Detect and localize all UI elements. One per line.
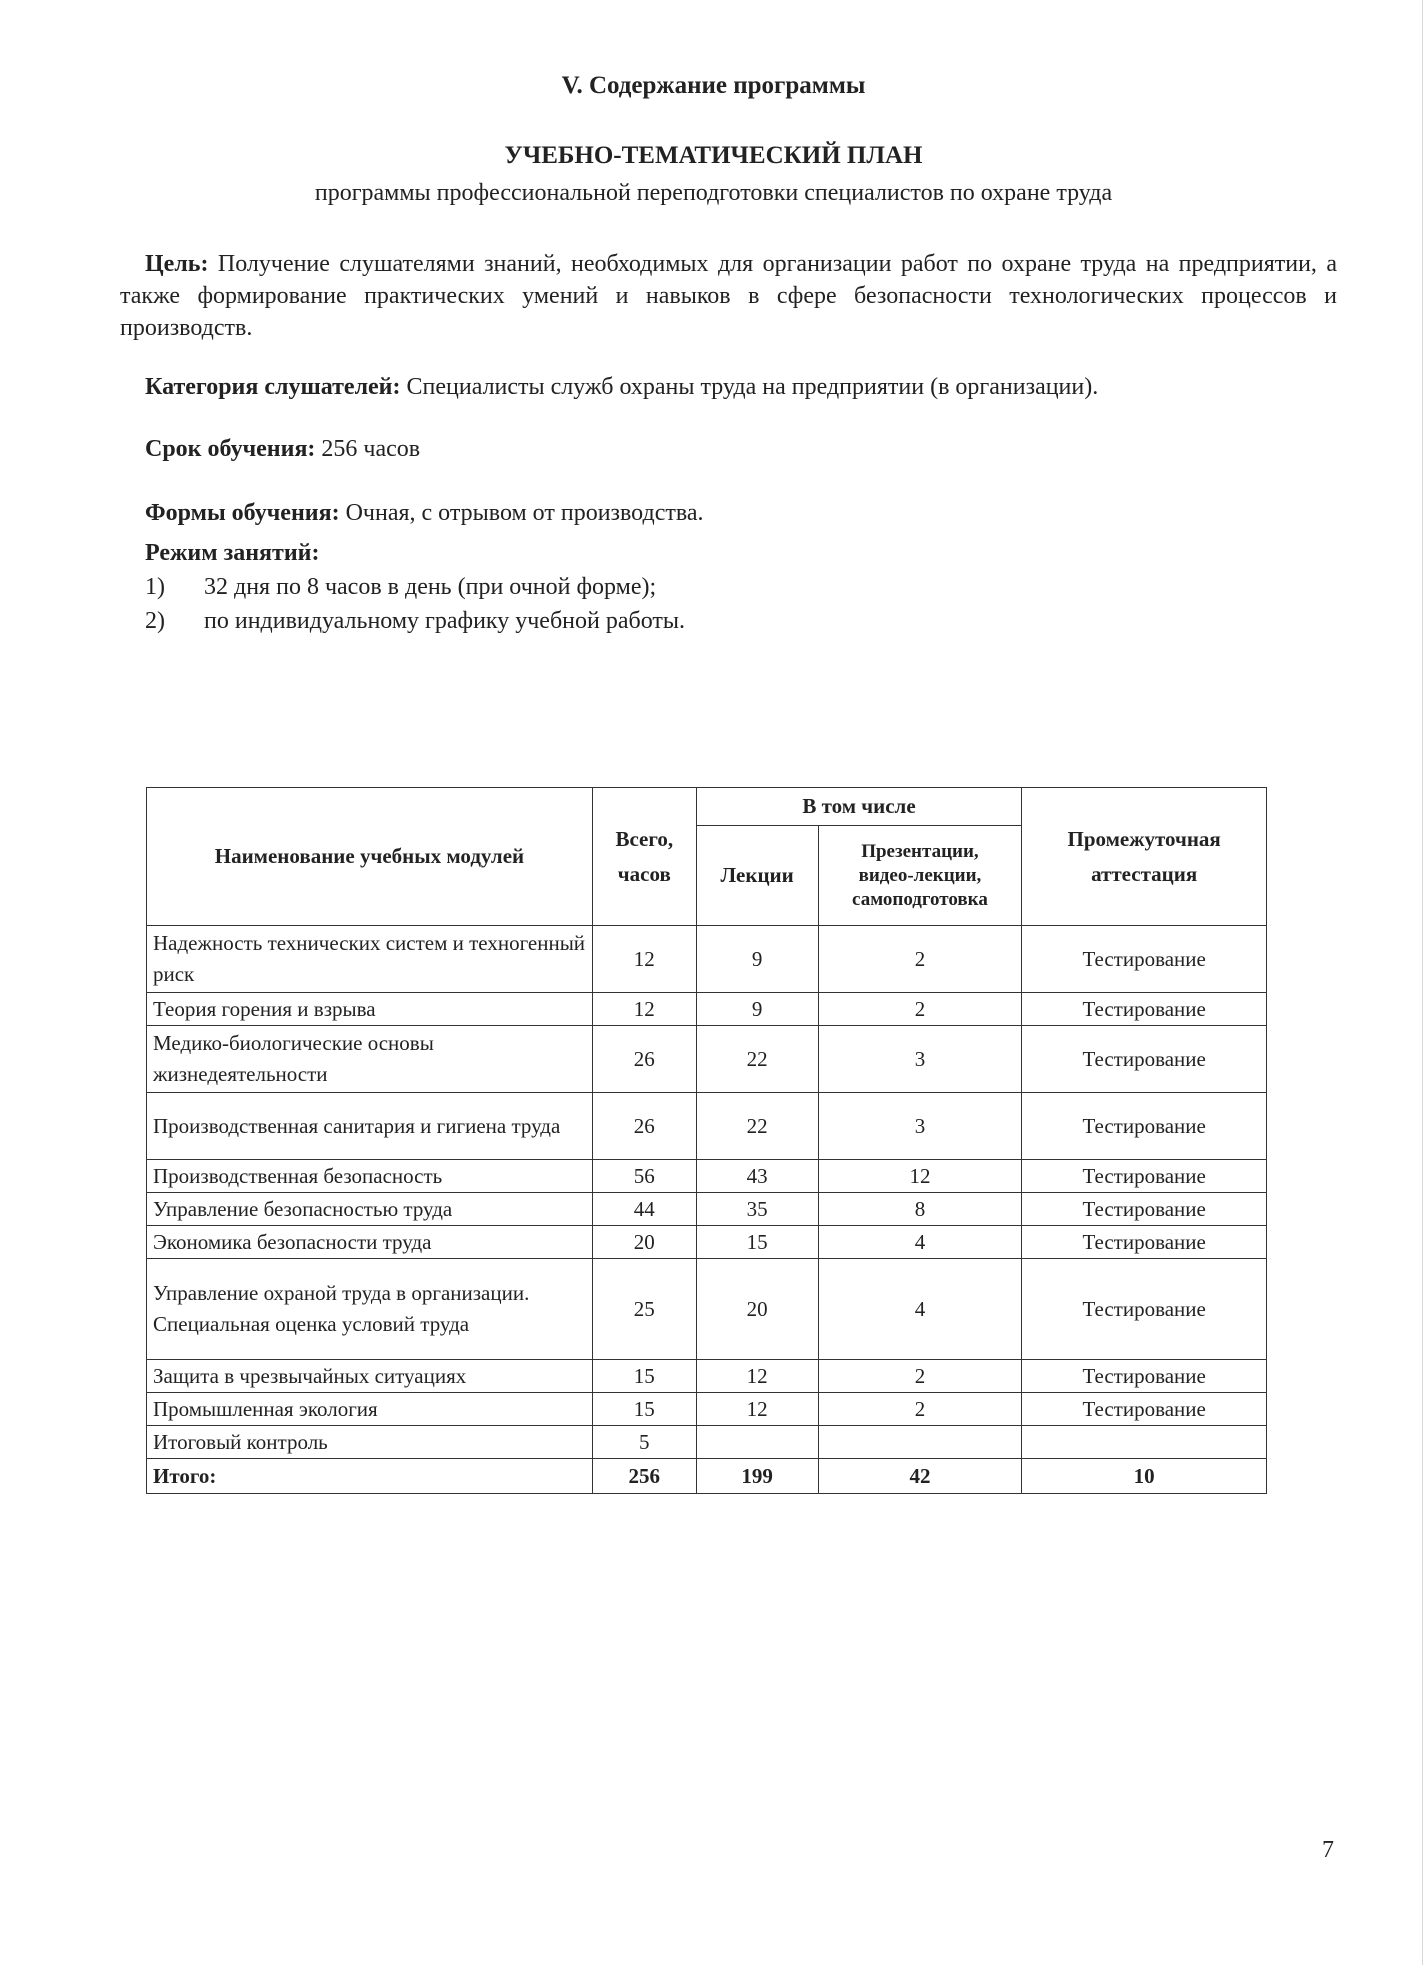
curriculum-table: [146, 787, 1267, 1494]
plan-subtitle: программы профессиональной переподготовки специалистов по охране труда: [314, 180, 1113, 206]
header-total-line2: часов: [617, 861, 671, 886]
module-name-cell: Производственная санитария и гигиена труда: [147, 1093, 593, 1160]
presentations-cell: [818, 1426, 1022, 1459]
module-name-cell: Производственная безопасность: [147, 1160, 593, 1193]
table-total-row: [147, 1459, 1267, 1494]
module-name-cell: Медико-биологические основы жизнедеятельности: [147, 1026, 593, 1093]
table-row: [147, 1393, 1267, 1426]
goal-label: Цель:: [145, 251, 209, 277]
presentations-cell: 2: [818, 926, 1022, 993]
total-hours-cell: 12: [592, 993, 696, 1026]
lectures-cell: 22: [696, 1093, 818, 1160]
module-name-cell: Итоговый контроль: [147, 1426, 593, 1459]
category-label: Категория слушателей:: [145, 374, 401, 400]
header-att-line2: аттестация: [1091, 861, 1198, 886]
presentations-cell: 2: [818, 993, 1022, 1026]
term-text: 256 часов: [315, 436, 421, 462]
module-name-cell: Промышленная экология: [147, 1393, 593, 1426]
total-hours-cell: 15: [592, 1393, 696, 1426]
module-name-cell: Надежность технических систем и техногенный риск: [147, 926, 593, 993]
header-pres-line1: Презентации,: [861, 840, 979, 862]
lectures-cell: 9: [696, 926, 818, 993]
lectures-cell: 43: [696, 1160, 818, 1193]
mode-label: Режим занятий:: [145, 540, 320, 566]
module-name-cell: Управление охраной труда в организации. Специальная оценка условий труда: [147, 1259, 593, 1360]
forms-text: Очная, с отрывом от производства.: [339, 500, 704, 526]
table-row: [147, 1026, 1267, 1093]
presentations-cell: 3: [818, 1026, 1022, 1093]
attestation-cell: Тестирование: [1022, 1259, 1267, 1360]
term-label: Срок обучения:: [145, 436, 316, 462]
total-hours-cell: 26: [592, 1093, 696, 1160]
category-line: [145, 374, 1098, 401]
mode-item-text: 32 дня по 8 часов в день (при очной форме);: [204, 574, 657, 600]
lectures-cell: 20: [696, 1259, 818, 1360]
table-row: [147, 926, 1267, 993]
attestation-cell: Тестирование: [1022, 1193, 1267, 1226]
presentations-cell: 3: [818, 1093, 1022, 1160]
table-row: [147, 1093, 1267, 1160]
attestation-cell: Тестирование: [1022, 1226, 1267, 1259]
lectures-cell: 22: [696, 1026, 818, 1093]
lectures-cell: 12: [696, 1393, 818, 1426]
presentations-cell: 2: [818, 1393, 1022, 1426]
goal-paragraph: [120, 248, 1337, 344]
header-total-hours: [592, 788, 696, 926]
lectures-cell: 9: [696, 993, 818, 1026]
total-hours-cell: 44: [592, 1193, 696, 1226]
module-name-cell: Экономика безопасности труда: [147, 1226, 593, 1259]
header-module-name: Наименование учебных модулей: [147, 788, 593, 926]
mode-item-number: 1): [145, 574, 165, 600]
lectures-cell: 15: [696, 1226, 818, 1259]
total-hours-cell: 5: [592, 1426, 696, 1459]
total-hours-cell: 256: [592, 1459, 696, 1494]
header-attestation: [1022, 788, 1267, 926]
attestation-cell: Тестирование: [1022, 993, 1267, 1026]
term-line: [145, 436, 420, 463]
page-number: 7: [1322, 1837, 1334, 1863]
presentations-cell: 12: [818, 1160, 1022, 1193]
mode-item-text: по индивидуальному графику учебной работы.: [204, 608, 686, 634]
presentations-cell: 4: [818, 1259, 1022, 1360]
total-hours-cell: 12: [592, 926, 696, 993]
presentations-cell: 8: [818, 1193, 1022, 1226]
header-total-line1: Всего,: [615, 826, 674, 851]
table-row: [147, 1360, 1267, 1393]
forms-label: Формы обучения:: [145, 500, 340, 526]
header-pres-line2: видео-лекции,: [858, 864, 982, 886]
mode-line: [145, 540, 319, 567]
attestation-cell: Тестирование: [1022, 1093, 1267, 1160]
module-name-cell: Управление безопасностью труда: [147, 1193, 593, 1226]
table-header-row: [147, 788, 1267, 826]
attestation-cell: Тестирование: [1022, 1360, 1267, 1393]
lectures-cell: 35: [696, 1193, 818, 1226]
lectures-cell: 12: [696, 1360, 818, 1393]
total-attestation-cell: 10: [1022, 1459, 1267, 1494]
attestation-cell: Тестирование: [1022, 1393, 1267, 1426]
total-hours-cell: 26: [592, 1026, 696, 1093]
attestation-cell: [1022, 1426, 1267, 1459]
forms-line: [145, 500, 704, 527]
table-row: [147, 1226, 1267, 1259]
total-hours-cell: 15: [592, 1360, 696, 1393]
mode-item-number: 2): [145, 608, 165, 634]
total-hours-cell: 56: [592, 1160, 696, 1193]
module-name-cell: Защита в чрезвычайных ситуациях: [147, 1360, 593, 1393]
page-edge: [1422, 0, 1423, 1965]
header-lectures: Лекции: [696, 826, 818, 926]
table-row: [147, 993, 1267, 1026]
total-hours-cell: 20: [592, 1226, 696, 1259]
total-label-cell: Итого:: [147, 1459, 593, 1494]
header-including: В том числе: [696, 788, 1022, 826]
plan-title: УЧЕБНО-ТЕМАТИЧЕСКИЙ ПЛАН: [504, 142, 923, 169]
goal-text: Получение слушателями знаний, необходимых для организации работ по охране труда на предприятии, а также формирование практических умений и навыков в сфере безопасности технологических процессов и производств.: [120, 251, 1337, 341]
table-row: [147, 1160, 1267, 1193]
attestation-cell: Тестирование: [1022, 1026, 1267, 1093]
total-presentations-cell: 42: [818, 1459, 1022, 1494]
header-pres-line3: самоподготовка: [852, 888, 988, 910]
category-text: Специалисты служб охраны труда на предприятии (в организации).: [400, 374, 1099, 400]
total-hours-cell: 25: [592, 1259, 696, 1360]
header-presentations: [818, 826, 1022, 926]
section-title: V. Содержание программы: [561, 72, 866, 99]
module-name-cell: Теория горения и взрыва: [147, 993, 593, 1026]
presentations-cell: 2: [818, 1360, 1022, 1393]
table-row: [147, 1259, 1267, 1360]
attestation-cell: Тестирование: [1022, 1160, 1267, 1193]
table-row: [147, 1193, 1267, 1226]
total-lectures-cell: 199: [696, 1459, 818, 1494]
presentations-cell: 4: [818, 1226, 1022, 1259]
lectures-cell: [696, 1426, 818, 1459]
header-att-line1: Промежуточная: [1067, 826, 1221, 851]
table-row: [147, 1426, 1267, 1459]
attestation-cell: Тестирование: [1022, 926, 1267, 993]
